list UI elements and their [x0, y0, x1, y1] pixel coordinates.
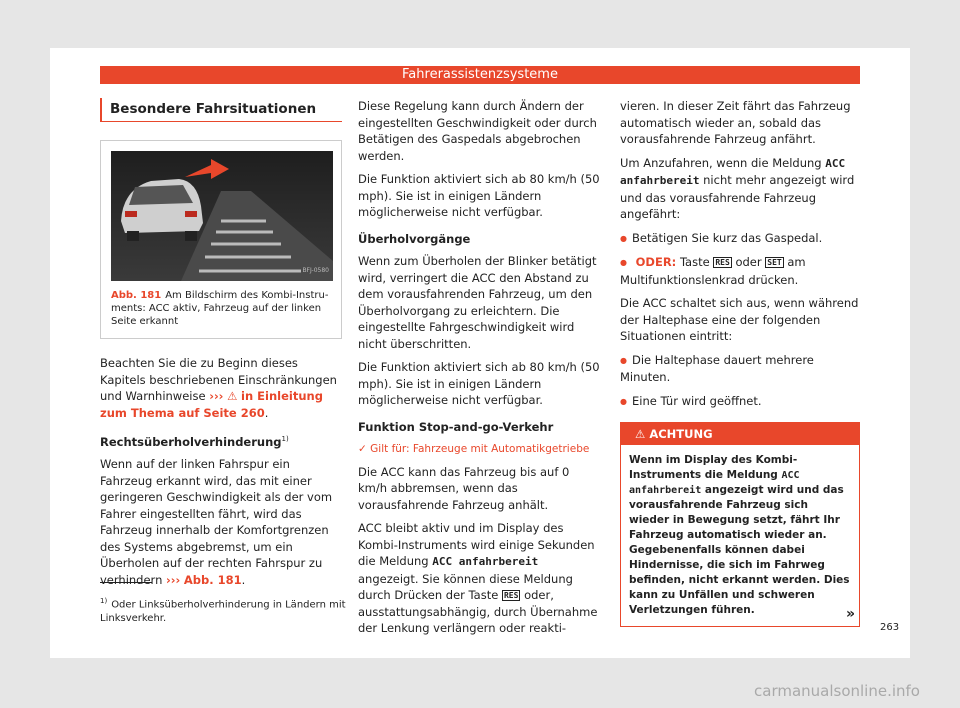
arrow-marker: ››› — [166, 572, 181, 587]
paragraph: Die Funktion aktiviert sich ab 80 km/h (50 mph). Sie ist in einigen Ländern möglicherweise nicht verfügbar. — [358, 360, 600, 407]
figure-image — [111, 151, 333, 281]
subheading — [100, 431, 342, 450]
arrow-marker: ››› — [209, 389, 224, 403]
or-label: ODER: — [635, 255, 677, 269]
paragraph-text: nicht mehr angezeigt wird und das vorausfahrende Fahrzeug angefährt: — [620, 173, 855, 221]
paragraph: Beachten Sie die zu Beginn dieses Kapitels beschriebenen Einschränkungen und Warnhinweise ››› ⚠ in Einleitung zum Thema auf Seite 260. — [100, 356, 337, 420]
paragraph-text: Um Anzufahren, wenn die Meldung — [620, 155, 822, 170]
applies-to-note — [358, 441, 600, 458]
paragraph-text: ACC bleibt aktiv und im Display des Kombi-Instruments wird einige Sekunden die Meldung — [358, 521, 595, 568]
paragraph: Die ACC kann das Fahrzeug bis auf 0 km/h abbremsen, wenn das vorausfahrende Fahrzeug anhält. — [358, 464, 570, 512]
section-title: Besondere Fahrsituationen — [100, 98, 342, 122]
footnote-text: Oder Linksüberholverhinderung in Ländern mit Linksverkehr. — [100, 599, 346, 625]
res-key-icon: RES — [503, 591, 519, 600]
footnote-mark: 1) — [100, 597, 108, 605]
paragraph: Wenn zum Überholen der Blinker betätigt wird, verringert die ACC den Abstand zu dem vorausfahrenden Fahrzeug, um den Überholvorgang zu erleichtern. Die eingestellte Fahrgeschwindigkeit wird nicht überschritten. — [358, 254, 597, 351]
cross-reference-link[interactable]: in Einleitung zum Thema auf Seite 260 — [100, 389, 323, 420]
display-message: ACC anfahrbereit — [620, 156, 846, 187]
list-item: ● Die Haltephase dauert mehrere Minuten. — [620, 352, 860, 386]
list-item: ● Eine Tür wird geöffnet. — [620, 393, 860, 411]
applies-text: Gilt für: Fahrzeuge mit Automatikgetriebe — [370, 443, 590, 455]
warning-header — [621, 423, 859, 445]
footnote-ref: 1) — [281, 435, 289, 443]
list-item: ● Betätigen Sie kurz das Gaspedal. — [620, 230, 860, 248]
footnote — [100, 594, 350, 626]
figure-code: BFJ-0580 — [302, 266, 329, 274]
list-item — [620, 254, 860, 288]
check-icon: ✓ — [358, 443, 371, 455]
display-message: ACC anfahrbereit — [432, 555, 539, 568]
page-number: 263 — [880, 622, 900, 633]
paragraph: Diese Regelung kann durch Ändern der eingestellten Geschwindigkeit oder durch Betätigen des Gaspedals abgebrochen werden. — [358, 99, 597, 163]
caption-text: Am Bildschirm des Kombi-Instruments: ACC aktiv, Fahrzeug auf der linken Seite erkannt — [111, 290, 329, 327]
list-text: oder — [735, 255, 762, 269]
warning-text: Wenn im Display des Kombi-Instruments die Meldung — [629, 454, 798, 481]
paragraph-text: Beachten Sie die zu Beginn dieses Kapitels beschriebenen Einschränkungen und Warnhinweise — [100, 356, 337, 403]
warning-box — [620, 422, 860, 627]
warning-triangle-icon: ⚠ — [635, 427, 650, 441]
paragraph-text: Wenn auf der linken Fahrspur ein Fahrzeug erkannt wird, das mit einer geringeren Geschwindigkeit als der vom Fahrer eingestellten fährt, wird das Fahrzeug innerhalb der Komfortgrenzen des Systems abgebremst, um ein Überholen auf der rechten Fahrspur zu verhindern — [100, 457, 333, 587]
column-left — [100, 98, 342, 595]
warning-title: ACHTUNG — [649, 427, 713, 441]
subheading-overtaking: Überholvorgänge — [358, 231, 471, 246]
figure-label: Abb. 181 — [111, 290, 162, 301]
subheading-text: Rechtsüberholverhinderung — [100, 434, 282, 449]
set-key-icon: SET — [767, 258, 782, 267]
list-text: Taste — [679, 255, 710, 269]
watermark: carmanualsonline.info — [754, 682, 920, 700]
figure-181 — [100, 140, 342, 339]
column-middle — [358, 98, 600, 644]
warning-triangle-icon: ⚠ — [227, 389, 238, 403]
continue-marker: » — [845, 606, 855, 622]
paragraph — [358, 520, 600, 637]
footnote-divider — [100, 582, 152, 583]
paragraph: Die Funktion aktiviert sich ab 80 km/h (50 mph). Sie ist in einigen Ländern möglicherweise nicht verfügbar. — [358, 172, 600, 219]
subheading-stop-and-go: Funktion Stop-and-go-Verkehr — [358, 419, 554, 434]
paragraph: vieren. In dieser Zeit fährt das Fahrzeug automatisch wieder an, sobald das vorausfahrende Fahrzeug anfährt. — [620, 99, 851, 146]
figure-caption — [111, 289, 331, 328]
warning-text: angezeigt wird und das vorausfahrende Fahrzeug sich wieder in Bewegung setzt, fährt Ihr Fahrzeug automatisch wieder an. Gegebenenfalls können dabei Hindernisse, die sich im Fahrweg befinden, nicht erkannt werden. Dies kann zu Unfällen und schweren Verletzungen führen. — [629, 484, 850, 616]
paragraph: Wenn auf der linken Fahrspur ein Fahrzeug erkannt wird, das mit einer geringeren Geschwindigkeit als der vom Fahrer eingestellten fährt, wird das Fahrzeug innerhalb der Komfortgrenzen des Systems abgebremst, um ein Überholen auf der rechten Fahrspur zu verhindern ››› Abb. 181. — [100, 457, 333, 587]
column-right — [620, 98, 860, 627]
res-key-icon: RES — [715, 258, 730, 267]
display-message: ACC anfahrbereit — [629, 470, 800, 496]
paragraph-text: oder, ausstattungsabhängig, durch Übernahme der Lenkung verlängern oder reakti- — [358, 588, 598, 635]
warning-body — [621, 445, 859, 626]
car-display-illustration — [111, 151, 333, 281]
figure-link[interactable]: Abb. 181 — [183, 572, 242, 587]
chapter-header: Fahrerassistenzsysteme — [100, 66, 860, 84]
paragraph-text: angezeigt. Sie können diese Meldung durch Drücken der Taste — [358, 571, 573, 602]
paragraph — [620, 155, 860, 223]
list-text: am Multifunktionslenkrad drücken. — [620, 255, 806, 287]
paragraph: Die ACC schaltet sich aus, wenn während der Haltephase eine der folgenden Situationen eintritt: — [620, 296, 859, 343]
